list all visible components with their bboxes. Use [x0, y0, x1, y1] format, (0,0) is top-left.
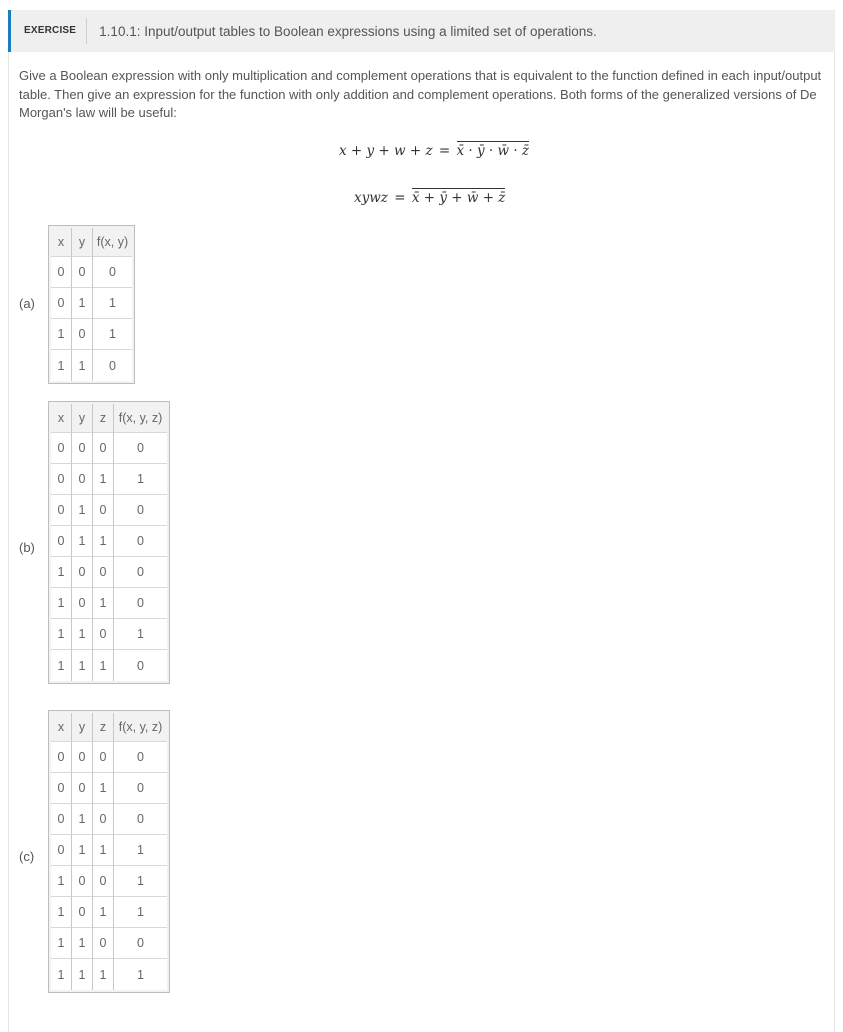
cell: 1	[51, 319, 72, 350]
header-cell: f(x, y)	[93, 228, 132, 257]
cell: 1	[51, 619, 72, 650]
cell: 0	[93, 557, 114, 588]
equation-2-lhs: xywz	[354, 190, 388, 206]
table-row	[51, 866, 167, 897]
cell: 0	[72, 866, 93, 897]
cell: 1	[93, 288, 132, 319]
header-cell: x	[51, 404, 72, 433]
cell: 0	[72, 319, 93, 350]
cell: 0	[93, 866, 114, 897]
cell: 1	[72, 288, 93, 319]
cell: 1	[114, 835, 167, 866]
cell: 1	[51, 588, 72, 619]
truth-table-a	[48, 225, 135, 384]
cell: 0	[114, 557, 167, 588]
table-row	[51, 897, 167, 928]
part-c-label: (c)	[19, 849, 35, 864]
cell: 1	[72, 650, 93, 681]
cell: 1	[72, 350, 93, 381]
cell: 0	[51, 835, 72, 866]
cell: 0	[51, 464, 72, 495]
cell: 0	[114, 495, 167, 526]
cell: 0	[114, 433, 167, 464]
table-row	[51, 928, 167, 959]
cell: 1	[51, 928, 72, 959]
cell: 1	[93, 650, 114, 681]
table-row	[51, 464, 167, 495]
table-row	[51, 288, 132, 319]
cell: 1	[51, 897, 72, 928]
header-cell: f(x, y, z)	[114, 404, 167, 433]
cell: 0	[72, 773, 93, 804]
header-cell: y	[72, 713, 93, 742]
cell: 0	[93, 495, 114, 526]
cell: 0	[93, 350, 132, 381]
cell: 0	[114, 526, 167, 557]
header-cell: y	[72, 404, 93, 433]
cell: 0	[114, 742, 167, 773]
cell: 0	[72, 464, 93, 495]
table-header-row	[51, 228, 132, 257]
cell: 1	[114, 897, 167, 928]
cell: 0	[93, 619, 114, 650]
cell: 1	[72, 804, 93, 835]
cell: 1	[51, 959, 72, 990]
table-row	[51, 319, 132, 350]
table-row	[51, 773, 167, 804]
cell: 0	[93, 928, 114, 959]
table-row	[51, 557, 167, 588]
cell: 0	[93, 257, 132, 288]
table-row	[51, 588, 167, 619]
equation-1-rhs: x̄ · ȳ · w̄ · z̄	[456, 143, 530, 159]
cell: 0	[51, 433, 72, 464]
cell: 0	[51, 773, 72, 804]
equation-1-lhs: x + y + w + z	[339, 143, 433, 159]
table-row	[51, 526, 167, 557]
cell: 1	[72, 619, 93, 650]
cell: 1	[114, 959, 167, 990]
cell: 1	[93, 773, 114, 804]
cell: 1	[93, 526, 114, 557]
exercise-badge: EXERCISE	[11, 18, 87, 44]
cell: 1	[93, 835, 114, 866]
cell: 1	[72, 928, 93, 959]
cell: 0	[72, 588, 93, 619]
cell: 0	[51, 526, 72, 557]
cell: 1	[114, 619, 167, 650]
cell: 1	[51, 866, 72, 897]
exercise-prompt: Give a Boolean expression with only multiplication and complement operations that is equivalent to the function defined in each input/output table. Then give an expression for the function with only addition and complement operations. Both forms of the generalized versions of De Morgan's law will be useful:	[19, 68, 822, 120]
cell: 1	[114, 464, 167, 495]
cell: 0	[72, 257, 93, 288]
cell: 0	[51, 495, 72, 526]
cell: 1	[72, 526, 93, 557]
cell: 0	[114, 804, 167, 835]
cell: 1	[93, 959, 114, 990]
cell: 0	[51, 288, 72, 319]
table-header-row	[51, 404, 167, 433]
exercise-header	[8, 10, 835, 52]
cell: 1	[51, 650, 72, 681]
cell: 1	[51, 350, 72, 381]
header-cell: z	[93, 404, 114, 433]
table-row	[51, 742, 167, 773]
cell: 1	[72, 495, 93, 526]
cell: 0	[114, 773, 167, 804]
header-cell: y	[72, 228, 93, 257]
cell: 1	[114, 866, 167, 897]
table-row	[51, 650, 167, 681]
exercise-title: 1.10.1: Input/output tables to Boolean expressions using a limited set of operations.	[99, 23, 597, 39]
cell: 1	[51, 557, 72, 588]
cell: 0	[72, 897, 93, 928]
cell: 1	[93, 897, 114, 928]
equation-2-rhs: x̄ + ȳ + w̄ + z̄	[411, 190, 506, 206]
cell: 1	[93, 588, 114, 619]
cell: 0	[72, 557, 93, 588]
cell: 0	[72, 433, 93, 464]
table-header-row	[51, 713, 167, 742]
cell: 0	[114, 928, 167, 959]
de-morgan-equation-2: xywz = x̄ + ȳ + w̄ + z̄	[354, 190, 506, 206]
cell: 0	[93, 742, 114, 773]
part-b-label: (b)	[19, 540, 35, 555]
truth-table-b	[48, 401, 170, 684]
cell: 0	[72, 742, 93, 773]
table-row	[51, 804, 167, 835]
cell: 0	[114, 650, 167, 681]
table-row	[51, 619, 167, 650]
header-cell: x	[51, 713, 72, 742]
cell: 1	[93, 464, 114, 495]
de-morgan-equation-1: x + y + w + z = x̄ · ȳ · w̄ · z̄	[339, 143, 530, 159]
cell: 0	[93, 433, 114, 464]
table-row	[51, 835, 167, 866]
cell: 0	[93, 804, 114, 835]
cell: 0	[51, 257, 72, 288]
cell: 0	[51, 742, 72, 773]
table-row	[51, 257, 132, 288]
cell: 1	[93, 319, 132, 350]
truth-table-c	[48, 710, 170, 993]
cell: 1	[72, 835, 93, 866]
header-cell: x	[51, 228, 72, 257]
table-row	[51, 433, 167, 464]
cell: 0	[51, 804, 72, 835]
header-cell: z	[93, 713, 114, 742]
cell: 0	[114, 588, 167, 619]
part-a-label: (a)	[19, 296, 35, 311]
header-cell: f(x, y, z)	[114, 713, 167, 742]
table-row	[51, 959, 167, 990]
cell: 1	[72, 959, 93, 990]
table-row	[51, 495, 167, 526]
table-row	[51, 350, 132, 381]
